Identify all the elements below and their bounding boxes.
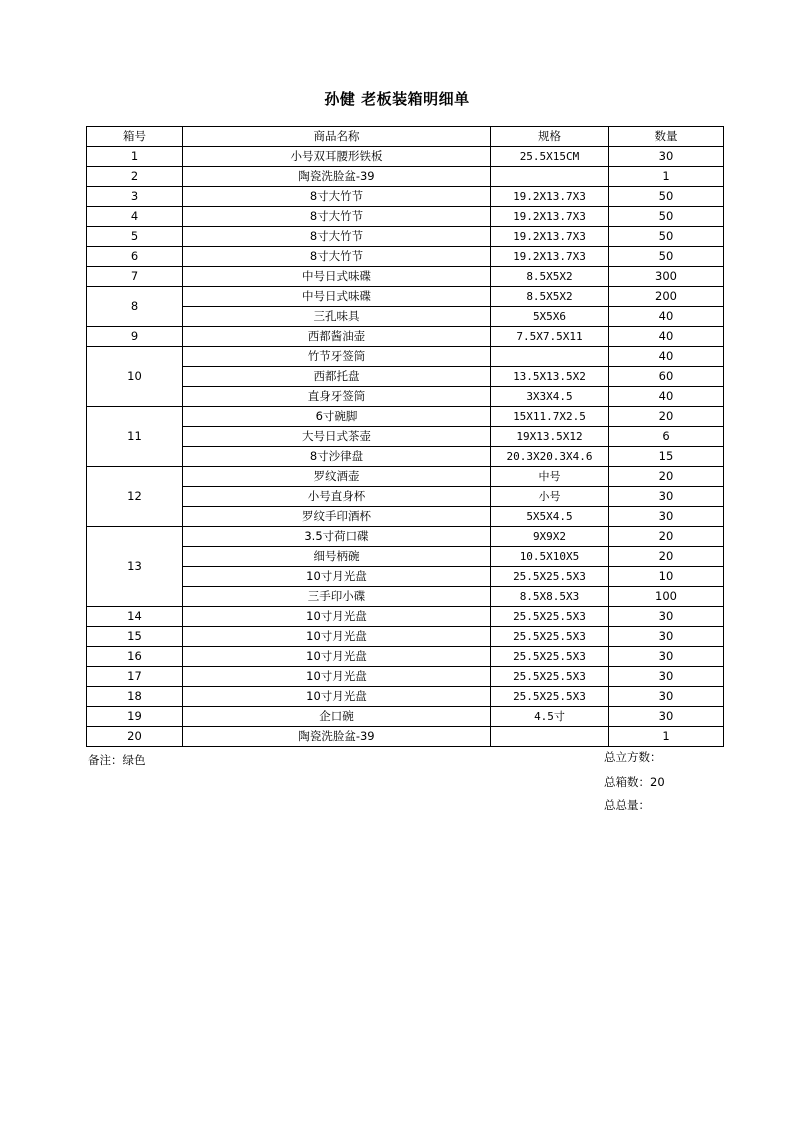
table-row: [87, 567, 724, 587]
spec-cell: 25.5X25.5X3: [491, 647, 609, 667]
header-quantity: 数量: [609, 127, 724, 147]
box-number-cell: 4: [87, 207, 183, 227]
spec-cell: 4.5寸: [491, 707, 609, 727]
product-name-cell: 三孔味具: [183, 307, 491, 327]
box-number-cell: 14: [87, 607, 183, 627]
box-number-cell: 6: [87, 247, 183, 267]
product-name-cell: 8寸大竹节: [183, 247, 491, 267]
spec-cell: 19.2X13.7X3: [491, 247, 609, 267]
quantity-cell: 1: [609, 727, 724, 747]
table-row: [87, 407, 724, 427]
product-name-cell: 直身牙签筒: [183, 387, 491, 407]
box-number-cell: 17: [87, 667, 183, 687]
spec-cell: [491, 727, 609, 747]
box-number-cell: 9: [87, 327, 183, 347]
total-volume: 总立方数：: [604, 750, 662, 764]
table-row: [87, 587, 724, 607]
spec-cell: 10.5X10X5: [491, 547, 609, 567]
product-name-cell: 10寸月光盘: [183, 607, 491, 627]
box-number-cell: 5: [87, 227, 183, 247]
table-row: [87, 227, 724, 247]
product-name-cell: 大号日式茶壶: [183, 427, 491, 447]
quantity-cell: 20: [609, 527, 724, 547]
table-row: [87, 667, 724, 687]
box-number-cell: 18: [87, 687, 183, 707]
spec-cell: 25.5X25.5X3: [491, 627, 609, 647]
quantity-cell: 30: [609, 147, 724, 167]
box-number-cell: 11: [87, 407, 183, 467]
table-row: [87, 347, 724, 367]
table-row: [87, 547, 724, 567]
quantity-cell: 20: [609, 407, 724, 427]
quantity-cell: 50: [609, 227, 724, 247]
spec-cell: 15X11.7X2.5: [491, 407, 609, 427]
spec-cell: 19X13.5X12: [491, 427, 609, 447]
product-name-cell: 陶瓷洗脸盆-39: [183, 727, 491, 747]
table-row: [87, 487, 724, 507]
product-name-cell: 企口碗: [183, 707, 491, 727]
product-name-cell: 10寸月光盘: [183, 667, 491, 687]
table-row: [87, 287, 724, 307]
table-row: [87, 467, 724, 487]
table-row: [87, 167, 724, 187]
quantity-cell: 1: [609, 167, 724, 187]
quantity-cell: 30: [609, 487, 724, 507]
quantity-cell: 100: [609, 587, 724, 607]
product-name-cell: 西都托盘: [183, 367, 491, 387]
table-row: [87, 207, 724, 227]
product-name-cell: 小号双耳腰形铁板: [183, 147, 491, 167]
quantity-cell: 10: [609, 567, 724, 587]
quantity-cell: 30: [609, 607, 724, 627]
product-name-cell: 中号日式味碟: [183, 287, 491, 307]
total-weight: 总总量：: [604, 798, 650, 812]
quantity-cell: 30: [609, 627, 724, 647]
quantity-cell: 30: [609, 707, 724, 727]
box-number-cell: 16: [87, 647, 183, 667]
box-number-cell: 1: [87, 147, 183, 167]
table-row: [87, 507, 724, 527]
spec-cell: 25.5X25.5X3: [491, 667, 609, 687]
quantity-cell: 50: [609, 187, 724, 207]
table-row: [87, 727, 724, 747]
spec-cell: 8.5X5X2: [491, 287, 609, 307]
packing-list-table: [86, 126, 724, 747]
quantity-cell: 20: [609, 547, 724, 567]
product-name-cell: 竹节牙签筒: [183, 347, 491, 367]
product-name-cell: 8寸沙律盘: [183, 447, 491, 467]
table-row: [87, 387, 724, 407]
table-row: [87, 447, 724, 467]
spec-cell: 5X5X6: [491, 307, 609, 327]
table-row: [87, 527, 724, 547]
product-name-cell: 中号日式味碟: [183, 267, 491, 287]
table-row: [87, 647, 724, 667]
table-row: [87, 187, 724, 207]
spec-cell: 19.2X13.7X3: [491, 227, 609, 247]
quantity-cell: 40: [609, 347, 724, 367]
header-product-name: 商品名称: [183, 127, 491, 147]
quantity-cell: 40: [609, 387, 724, 407]
spec-cell: 25.5X15CM: [491, 147, 609, 167]
box-number-cell: 10: [87, 347, 183, 407]
product-name-cell: 10寸月光盘: [183, 567, 491, 587]
spec-cell: 3X3X4.5: [491, 387, 609, 407]
spec-cell: 9X9X2: [491, 527, 609, 547]
product-name-cell: 10寸月光盘: [183, 647, 491, 667]
table-row: [87, 687, 724, 707]
product-name-cell: 陶瓷洗脸盆-39: [183, 167, 491, 187]
table-body: [87, 147, 724, 747]
quantity-cell: 6: [609, 427, 724, 447]
table-row: [87, 427, 724, 447]
product-name-cell: 三手印小碟: [183, 587, 491, 607]
quantity-cell: 200: [609, 287, 724, 307]
table-row: [87, 367, 724, 387]
spec-cell: 7.5X7.5X11: [491, 327, 609, 347]
quantity-cell: 30: [609, 507, 724, 527]
spec-cell: 小号: [491, 487, 609, 507]
box-number-cell: 15: [87, 627, 183, 647]
table-row: [87, 707, 724, 727]
spec-cell: 25.5X25.5X3: [491, 687, 609, 707]
spec-cell: [491, 167, 609, 187]
document-title: 孙健 老板装箱明细单: [324, 90, 470, 108]
quantity-cell: 20: [609, 467, 724, 487]
table-header-row: [87, 127, 724, 147]
spec-cell: 5X5X4.5: [491, 507, 609, 527]
box-number-cell: 19: [87, 707, 183, 727]
spec-cell: 19.2X13.7X3: [491, 207, 609, 227]
spec-cell: 19.2X13.7X3: [491, 187, 609, 207]
box-number-cell: 8: [87, 287, 183, 327]
table-row: [87, 327, 724, 347]
spec-cell: [491, 347, 609, 367]
box-number-cell: 20: [87, 727, 183, 747]
table-row: [87, 627, 724, 647]
spec-cell: 中号: [491, 467, 609, 487]
box-number-cell: 12: [87, 467, 183, 527]
spec-cell: 25.5X25.5X3: [491, 567, 609, 587]
product-name-cell: 6寸碗脚: [183, 407, 491, 427]
quantity-cell: 50: [609, 207, 724, 227]
table-row: [87, 247, 724, 267]
total-boxes: 总箱数：20: [604, 775, 665, 789]
quantity-cell: 40: [609, 307, 724, 327]
product-name-cell: 3.5寸荷口碟: [183, 527, 491, 547]
product-name-cell: 罗纹手印酒杯: [183, 507, 491, 527]
table-row: [87, 307, 724, 327]
quantity-cell: 30: [609, 647, 724, 667]
spec-cell: 8.5X8.5X3: [491, 587, 609, 607]
quantity-cell: 30: [609, 667, 724, 687]
quantity-cell: 15: [609, 447, 724, 467]
product-name-cell: 8寸大竹节: [183, 187, 491, 207]
quantity-cell: 30: [609, 687, 724, 707]
box-number-cell: 13: [87, 527, 183, 607]
product-name-cell: 8寸大竹节: [183, 207, 491, 227]
table-row: [87, 147, 724, 167]
product-name-cell: 细号柄碗: [183, 547, 491, 567]
product-name-cell: 10寸月光盘: [183, 687, 491, 707]
quantity-cell: 60: [609, 367, 724, 387]
table-row: [87, 607, 724, 627]
box-number-cell: 2: [87, 167, 183, 187]
box-number-cell: 3: [87, 187, 183, 207]
product-name-cell: 罗纹酒壶: [183, 467, 491, 487]
table-row: [87, 267, 724, 287]
box-number-cell: 7: [87, 267, 183, 287]
spec-cell: 20.3X20.3X4.6: [491, 447, 609, 467]
quantity-cell: 50: [609, 247, 724, 267]
spec-cell: 13.5X13.5X2: [491, 367, 609, 387]
product-name-cell: 小号直身杯: [183, 487, 491, 507]
header-box-no: 箱号: [87, 127, 183, 147]
product-name-cell: 8寸大竹节: [183, 227, 491, 247]
remark-note: 备注：绿色: [88, 753, 146, 767]
spec-cell: 25.5X25.5X3: [491, 607, 609, 627]
quantity-cell: 300: [609, 267, 724, 287]
product-name-cell: 10寸月光盘: [183, 627, 491, 647]
quantity-cell: 40: [609, 327, 724, 347]
spec-cell: 8.5X5X2: [491, 267, 609, 287]
header-spec: 规格: [491, 127, 609, 147]
product-name-cell: 西都酱油壶: [183, 327, 491, 347]
